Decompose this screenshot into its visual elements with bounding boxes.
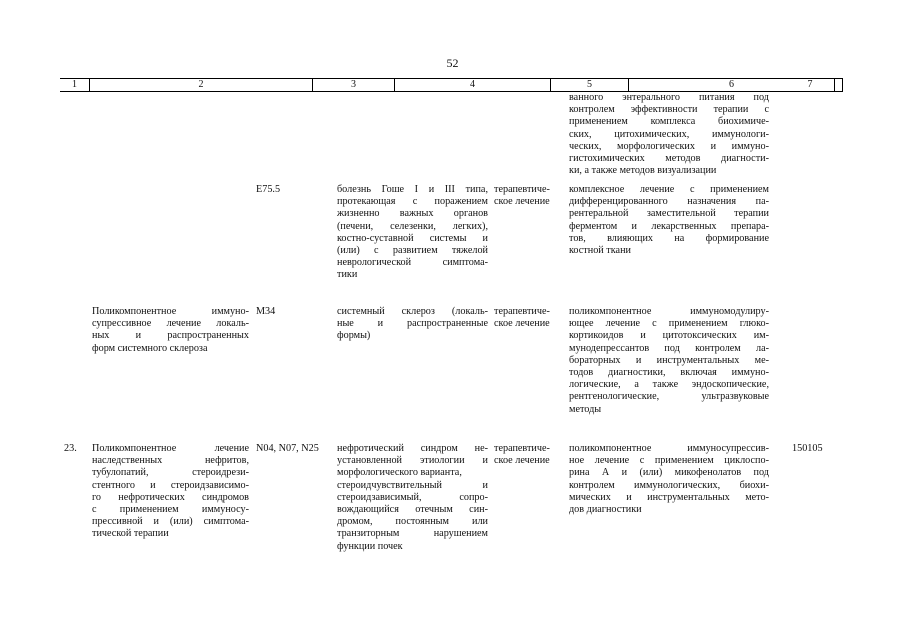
text-line: костной ткани (569, 245, 631, 257)
row-3-codes (256, 443, 332, 455)
text-line: комплексное лечение с применением (569, 184, 769, 195)
text-line: дифференцированного назначения па- (569, 196, 769, 208)
text-line: ское лечение (494, 455, 550, 467)
text-line: костно-суставной системы и (337, 232, 488, 244)
row-3-name (92, 443, 249, 541)
text-line: го нефротических синдромов (92, 491, 249, 503)
text-line: транзиторным нарушением (337, 528, 488, 540)
text-line: тов, влияющих на формирование (569, 232, 769, 244)
text-line: морфологического варианта, (337, 467, 462, 479)
text-line: нефротический синдром не- (337, 443, 488, 454)
text-line: стероидчувствительный и (337, 479, 488, 491)
row-1-codes (256, 184, 326, 196)
text-line: ющее лечение с применением глюко- (569, 318, 769, 330)
text-line: ное лечение с применением циклоспо- (569, 455, 769, 467)
text-line: рина А и (или) микофенолатов под (569, 467, 769, 479)
text-line: наследственных нефритов, (92, 455, 249, 467)
text-line: Поликомпонентное иммуно- (92, 306, 249, 317)
text-line: неврологической симптома- (337, 257, 488, 269)
row-3-cost (792, 443, 832, 455)
text-line: тической терапии (92, 528, 169, 540)
text-line: бораторных и инструментальных ме- (569, 354, 769, 366)
text-line: ферментом и лекарственных препара- (569, 220, 769, 232)
row-2-codes (256, 306, 326, 318)
row-1-model (337, 184, 488, 282)
text-line: с применением иммуносу- (92, 504, 249, 516)
text-line: протекающая с поражением (337, 196, 488, 208)
header-col-5: 5 (550, 79, 628, 91)
text-line: мических и инструментальных мето- (569, 491, 769, 503)
text-line: тодов диагностики, включая иммуно- (569, 367, 769, 379)
text-line: стентного и стероидзависимо- (92, 479, 249, 491)
text-line: 150105 (792, 443, 823, 454)
text-line: установленной этиологии и (337, 455, 488, 467)
text-line: терапевтиче- (494, 443, 550, 454)
text-line: (печени, селезенки, легких), (337, 220, 488, 232)
text-line: контролем иммунологических, биохи- (569, 479, 769, 491)
text-line: вождающийся отечным син- (337, 504, 488, 516)
text-line: мунодепрессантов под контролем ла- (569, 342, 769, 354)
text-line: поликомпонентное иммуносупрессив- (569, 443, 769, 454)
row-3-model (337, 443, 488, 553)
text-line: рентеральной заместительной терапии (569, 208, 769, 220)
row-3-num (64, 443, 88, 455)
text-line: гистохимических методов диагности- (569, 153, 769, 165)
header-col-6: 6 (628, 79, 834, 91)
text-line: функции почек (337, 540, 403, 552)
text-line: кортикоидов и цитотоксических им- (569, 330, 769, 342)
text-line: поликомпонентное иммуномодулиру- (569, 306, 769, 317)
text-line: Поликомпонентное лечение (92, 443, 249, 454)
row-2-model (337, 306, 488, 343)
text-line: ское лечение (494, 318, 550, 330)
text-line: контролем эффективности терапии с (569, 104, 769, 116)
text-line: M34 (256, 306, 276, 317)
text-line: болезнь Гоше I и III типа, (337, 184, 488, 195)
text-line: жизненно важных органов (337, 208, 488, 220)
row-0-method (569, 92, 769, 177)
text-line: N04, N07, N25 (256, 443, 319, 454)
header-col-1: 1 (72, 79, 77, 90)
text-line: дромом, постоянным или (337, 516, 488, 528)
page-number: 52 (446, 56, 459, 70)
text-line: ванного энтерального питания под (569, 92, 769, 103)
text-line: тубулопатий, стероидрези- (92, 467, 249, 479)
text-line: 23. (64, 443, 77, 454)
row-2-method (569, 306, 769, 416)
text-line: ческих, морфологических и иммуно- (569, 140, 769, 152)
table-header-row (60, 78, 843, 92)
text-line: (или) с развитием тяжелой (337, 245, 488, 257)
row-1-treat (494, 184, 564, 208)
text-line: дов диагностики (569, 504, 642, 516)
row-3-treat (494, 443, 564, 467)
text-line: ных и распространенных (92, 330, 249, 342)
text-line: системный склероз (локаль- (337, 306, 488, 317)
text-line: ные и распространенные (337, 318, 488, 330)
text-line: стероидзависимый, сопро- (337, 491, 488, 503)
row-2-treat (494, 306, 564, 330)
text-line: ки, а также методов визуализации (569, 165, 717, 177)
text-line: E75.5 (256, 184, 281, 195)
text-line: методы (569, 403, 602, 415)
row-2-name (92, 306, 249, 355)
text-line: тики (337, 269, 358, 281)
text-line: применением комплекса биохимиче- (569, 116, 769, 128)
text-line: прессивной и (или) симптома- (92, 516, 249, 528)
text-line: форм системного склероза (92, 342, 208, 354)
text-line: формы) (337, 330, 371, 342)
header-col-2: 2 (89, 79, 312, 91)
row-1-method (569, 184, 769, 257)
text-line: терапевтиче- (494, 306, 550, 317)
header-col-3: 3 (312, 79, 394, 91)
text-line: логические, а также эндоскопические, (569, 379, 769, 391)
row-3-method (569, 443, 769, 516)
text-line: терапевтиче- (494, 184, 550, 195)
text-line: супрессивное лечение локаль- (92, 318, 249, 330)
header-right-border (842, 79, 843, 91)
header-col-4: 4 (394, 79, 550, 91)
text-line: рентгенологические, ультразвуковые (569, 391, 769, 403)
text-line: ских, цитохимических, иммунологи- (569, 128, 769, 140)
text-line: ское лечение (494, 196, 550, 208)
header-col-7-label: 7 (807, 79, 813, 90)
